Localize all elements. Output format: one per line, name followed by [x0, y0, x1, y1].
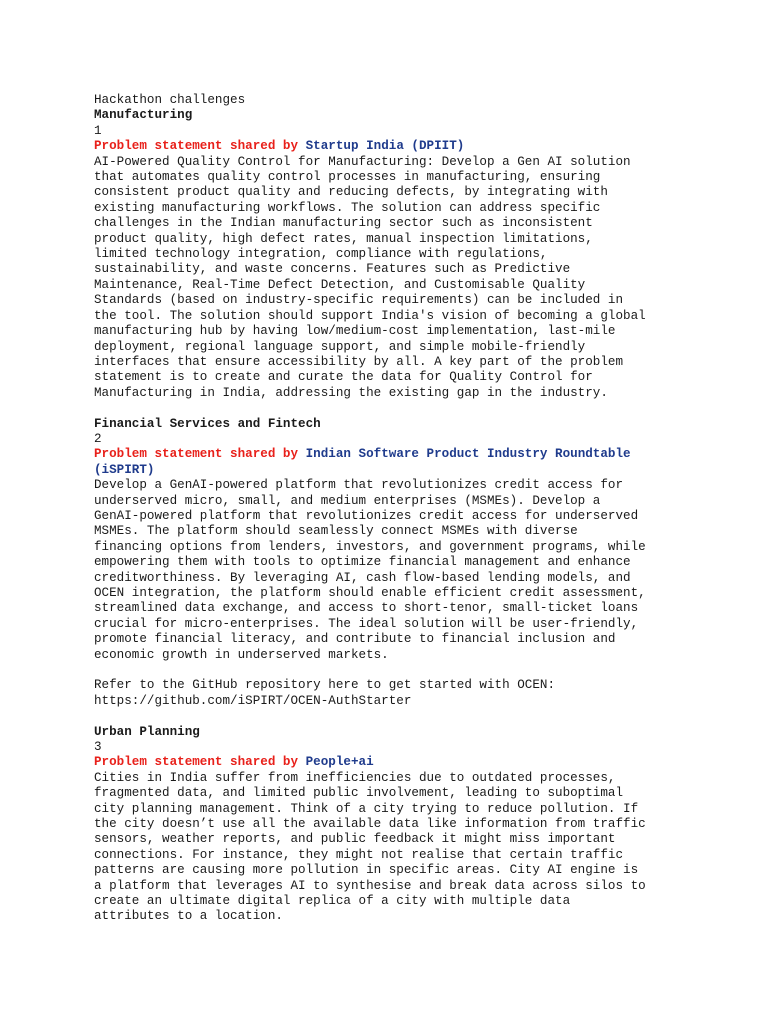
body-line: deployment, regional language support, and simple mobile-friendly — [94, 339, 586, 354]
github-intro-text: Refer to the GitHub repository here to get started with OCEN: — [94, 678, 556, 693]
body-line: existing manufacturing workflows. The solution can address specific — [94, 200, 601, 215]
body-line: product quality, high defect rates, manual inspection limitations, — [94, 231, 593, 246]
body-line: GenAI-powered platform that revolutionizes credit access for underserved — [94, 508, 639, 523]
paragraph-spacer — [94, 663, 744, 678]
organization-name: People+ai — [305, 755, 374, 770]
body-line: the city doesn’t use all the available data like information from traffic — [94, 817, 646, 832]
body-line: connections. For instance, they might not realise that certain traffic — [94, 847, 624, 862]
body-line: creditworthiness. By leveraging AI, cash flow-based lending models, and — [94, 570, 631, 585]
body-line: city planning management. Think of a city trying to reduce pollution. If — [94, 801, 639, 816]
section-category: Urban Planning — [94, 724, 200, 739]
section-fintech — [94, 417, 744, 710]
body-line: Develop a GenAI-powered platform that revolutionizes credit access for — [94, 478, 624, 493]
body-line: limited technology integration, compliance with regulations, — [94, 247, 548, 262]
body-line: empowering them with tools to optimize financial management and enhance — [94, 555, 631, 570]
body-line: sustainability, and waste concerns. Features such as Predictive — [94, 262, 571, 277]
body-line: patterns are causing more pollution in specific areas. City AI engine is — [94, 863, 639, 878]
body-line: the tool. The solution should support India's vision of becoming a global — [94, 308, 646, 323]
body-line: Manufacturing in India, addressing the existing gap in the industry. — [94, 385, 608, 400]
body-line: Standards (based on industry-specific requirements) can be included in — [94, 293, 624, 308]
body-line: create an ultimate digital replica of a city with multiple data — [94, 894, 571, 909]
body-line: Maintenance, Real-Time Defect Detection, and Customisable Quality — [94, 277, 586, 292]
body-line: economic growth in underserved markets. — [94, 647, 389, 662]
section-number: 1 — [94, 123, 102, 138]
section-number: 2 — [94, 431, 102, 446]
body-line: sensors, weather reports, and public feedback it might miss important — [94, 832, 616, 847]
body-line: consistent product quality and reducing defects, by integrating with — [94, 185, 608, 200]
section-category: Financial Services and Fintech — [94, 416, 321, 431]
body-line: a platform that leverages AI to synthesise and break data across silos to — [94, 878, 646, 893]
body-line: statement is to create and curate the data for Quality Control for — [94, 370, 593, 385]
section-spacer — [94, 401, 744, 416]
body-line: promote financial literacy, and contribute to financial inclusion and — [94, 632, 616, 647]
organization-name-continued: (iSPIRT) — [94, 462, 155, 477]
body-line: MSMEs. The platform should seamlessly connect MSMEs with diverse — [94, 524, 578, 539]
section-category: Manufacturing — [94, 108, 193, 123]
section-number: 3 — [94, 740, 102, 755]
body-line: OCEN integration, the platform should enable efficient credit assessment, — [94, 585, 646, 600]
section-body — [94, 478, 744, 663]
body-line: challenges in the Indian manufacturing sector such as inconsistent — [94, 216, 593, 231]
body-line: that automates quality control processes in manufacturing, ensuring — [94, 170, 601, 185]
body-line: underserved micro, small, and medium enterprises (MSMEs). Develop a — [94, 493, 601, 508]
shared-by-prefix: Problem statement shared by — [94, 755, 299, 770]
document-page — [94, 93, 744, 925]
shared-by-prefix: Problem statement shared by — [94, 447, 299, 462]
organization-name: Startup India (DPIIT) — [305, 139, 465, 154]
github-repo-link[interactable]: https://github.com/iSPIRT/OCEN-AuthStarter — [94, 693, 412, 708]
body-line: interfaces that ensure accessibility by all. A key part of the problem — [94, 354, 624, 369]
section-manufacturing — [94, 108, 744, 401]
body-line: fragmented data, and limited public involvement, leading to suboptimal — [94, 786, 624, 801]
body-line: attributes to a location. — [94, 909, 283, 924]
section-spacer — [94, 709, 744, 724]
organization-name: Indian Software Product Industry Roundtable — [305, 447, 631, 462]
body-line: financing options from lenders, investors, and government programs, while — [94, 539, 646, 554]
body-line: AI-Powered Quality Control for Manufacturing: Develop a Gen AI solution — [94, 154, 631, 169]
body-line: manufacturing hub by having low/medium-cost implementation, last-mile — [94, 324, 616, 339]
document-title: Hackathon challenges — [94, 93, 246, 107]
shared-by-line — [94, 447, 744, 462]
body-line: streamlined data exchange, and access to short-tenor, small-ticket loans — [94, 601, 639, 616]
section-urban-planning — [94, 725, 744, 925]
shared-by-line — [94, 139, 744, 154]
body-line: Cities in India suffer from inefficiencies due to outdated processes, — [94, 770, 616, 785]
shared-by-line — [94, 755, 744, 770]
section-body — [94, 771, 744, 925]
shared-by-prefix: Problem statement shared by — [94, 139, 299, 154]
section-body — [94, 155, 744, 402]
body-line: crucial for micro-enterprises. The ideal solution will be user-friendly, — [94, 616, 639, 631]
